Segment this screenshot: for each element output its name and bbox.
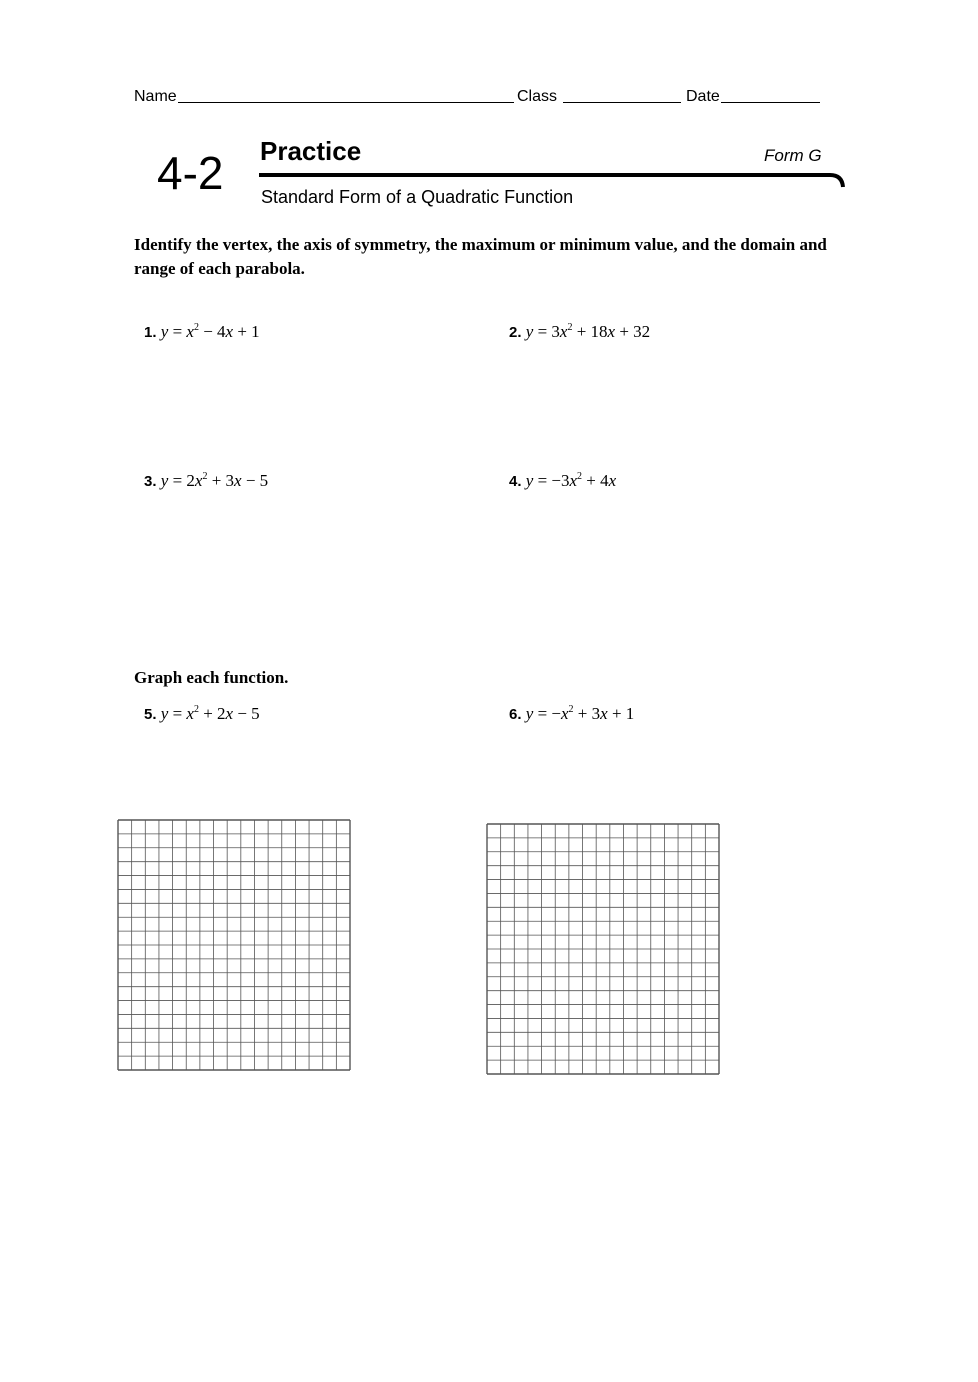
graph-instructions: Graph each function. [134, 668, 289, 687]
date-field[interactable] [721, 102, 820, 103]
date-label: Date [686, 88, 720, 105]
problem-number: 5. [144, 706, 157, 723]
form-label: Form G [764, 146, 822, 165]
problem-4: 4. $y = -3x^2 + 4x$ [509, 471, 617, 490]
identify-instructions: Identify the vertex, the axis of symmetry, the maximum or minimum value, and the domain and range of each parabola. [134, 235, 827, 278]
page-subtitle: Standard Form of a Quadratic Function [261, 187, 574, 207]
problem-number: 3. [144, 473, 157, 490]
problem-1: 1. $y = x^2 - 4x + 1$ [144, 322, 260, 341]
problem-5: 5. $y = x^2 + 2x - 5$ [144, 704, 260, 723]
problem-3: 3. $y = 2x^2 + 3x - 5$ [144, 471, 269, 490]
name-field[interactable] [178, 102, 514, 103]
class-field[interactable] [563, 102, 681, 103]
problem-number: 4. [509, 473, 522, 490]
lesson-number: 4-2 [157, 147, 224, 199]
problem-number: 2. [509, 324, 522, 341]
problem-number: 1. [144, 324, 157, 341]
problem-number: 6. [509, 706, 522, 723]
graph-grid-6[interactable] [485, 822, 723, 1078]
problem-2: 2. $y = 3x^2 + 18x + 32$ [509, 322, 651, 341]
name-label: Name [134, 88, 177, 105]
graph-grid-5[interactable] [116, 818, 354, 1074]
page-title: Practice [260, 136, 362, 166]
class-label: Class [517, 88, 558, 105]
problem-6: 6. $y = -x^2 + 3x + 1$ [509, 704, 635, 723]
